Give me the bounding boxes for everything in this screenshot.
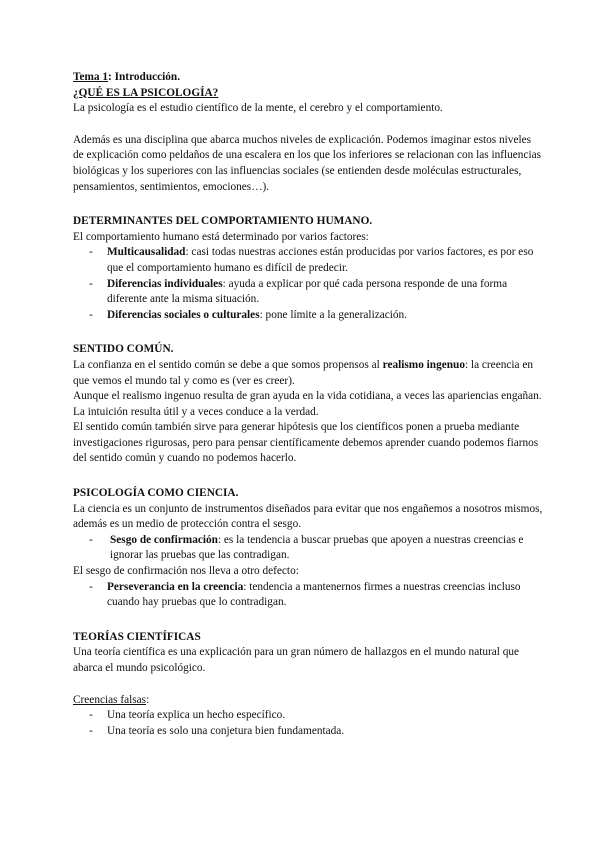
determinantes-list — [73, 245, 543, 323]
list-item-text: : casi todas nuestras acciones están producidas por varios factores, es por eso que el comportamiento humano es difícil de predecir. — [107, 246, 534, 274]
sentido-p1-after: : la creencia en que vemos el mundo tal y como es (ver es creer). — [73, 358, 534, 387]
list-item-text: : ayuda a explicar por qué cada persona responde de una forma diferente ante la misma situación. — [107, 277, 508, 306]
heading-psicologia-ciencia: PSICOLOGÍA COMO CIENCIA. — [73, 487, 239, 500]
list-item — [73, 245, 543, 276]
sentido-paragraph-4: El sentido común también sirve para generar hipótesis que los científicos ponen a prueba mediante investigaciones rigurosas, pero para pensar científicamente debemos aprender cuando podemos fiarnos del sentido común y cuando no podemos hacerlo. — [73, 421, 539, 465]
heading-teorias: TEORÍAS CIENTÍFICAS — [73, 630, 201, 643]
dash-bullet: - — [89, 533, 93, 546]
teorias-paragraph-1: Una teoría científica es una explicación para un gran número de hallazgos en el mundo natural que abarca el mundo psicológico. — [73, 646, 520, 674]
dash-bullet: - — [89, 709, 93, 722]
ciencia-list-1 — [73, 533, 543, 564]
dash-bullet: - — [89, 308, 93, 321]
section-title-psicologia — [73, 86, 543, 102]
tema-label: Tema 1 — [73, 71, 109, 83]
list-item-text: : es la tendencia a buscar pruebas que apoyen a nuestras creencias e ignorar las pruebas que las contradigan. — [110, 533, 524, 562]
ciencia-paragraph-2: El sesgo de confirmación nos lleva a otro defecto: — [73, 565, 299, 578]
intro-paragraph-1: La psicología es el estudio científico de la mente, el cerebro y el comportamiento. — [73, 102, 443, 115]
list-item-text: : tendencia a mantenernos firmes a nuestras creencias incluso cuando hay pruebas que lo contradigan. — [107, 580, 521, 609]
list-item-term: Multicausalidad — [107, 246, 186, 259]
document-title — [73, 70, 543, 86]
list-item-text: : pone límite a la generalización. — [259, 308, 408, 321]
tema-title: : Introducción. — [108, 71, 181, 83]
sentido-paragraph-2: Aunque el realismo ingenuo resulta de gran ayuda en la vida cotidiana, a veces las apariencias engañan. — [73, 390, 542, 403]
sentido-paragraph-3: La intuición resulta útil y a veces conduce a la verdad. — [73, 405, 319, 418]
list-item-term: Diferencias individuales — [107, 277, 223, 290]
list-item — [73, 277, 543, 308]
sentido-paragraph-1 — [73, 358, 543, 389]
heading-sentido-comun: SENTIDO COMÚN. — [73, 343, 174, 356]
ciencia-list-2 — [73, 580, 543, 611]
subtitle: ¿QUÉ ES LA PSICOLOGÍA? — [73, 86, 219, 99]
determinantes-lead: El comportamiento humano está determinado por varios factores: — [73, 230, 369, 243]
dash-bullet: - — [89, 580, 93, 593]
list-item — [73, 533, 543, 564]
intro-paragraph-2: Además es una disciplina que abarca muchos niveles de explicación. Podemos imaginar estos niveles de explicación como peldaños de una escalera en los que los inferiores se relacionan con las influencias biológicas y los superiores con las influencias sociales (se entienden desde moléculas estructurales, pensamientos, sentimientos, emociones…). — [73, 133, 542, 193]
creencias-falsas-text: Creencias falsas — [73, 693, 147, 706]
creencias-falsas-label — [73, 693, 543, 709]
creencias-falsas-colon: : — [146, 693, 150, 706]
heading-determinantes: DETERMINANTES DEL COMPORTAMIENTO HUMANO. — [73, 215, 373, 228]
list-item — [73, 580, 543, 611]
sentido-p1-term: realismo ingenuo — [382, 358, 465, 371]
sentido-p1-before: La confianza en el sentido común se debe a que somos propensos al — [73, 358, 383, 371]
list-item-term: Diferencias sociales o culturales — [107, 308, 260, 321]
creencias-falsas-list — [73, 708, 543, 739]
list-item — [73, 308, 543, 324]
dash-bullet: - — [89, 246, 93, 259]
dash-bullet: - — [89, 277, 93, 290]
list-item-text: Una teoría explica un hecho específico. — [107, 709, 286, 722]
dash-bullet: - — [89, 724, 93, 737]
ciencia-paragraph-1: La ciencia es un conjunto de instrumentos diseñados para evitar que nos engañemos a nosotros mismos, además es un medio de protección contra el sesgo. — [73, 502, 543, 531]
document-content — [73, 70, 543, 739]
list-item-term: Perseverancia en la creencia — [107, 580, 244, 593]
list-item-text: Una teoría es solo una conjetura bien fundamentada. — [107, 724, 345, 737]
list-item-term: Sesgo de confirmación — [110, 533, 218, 546]
list-item — [73, 708, 543, 724]
list-item — [73, 724, 543, 740]
